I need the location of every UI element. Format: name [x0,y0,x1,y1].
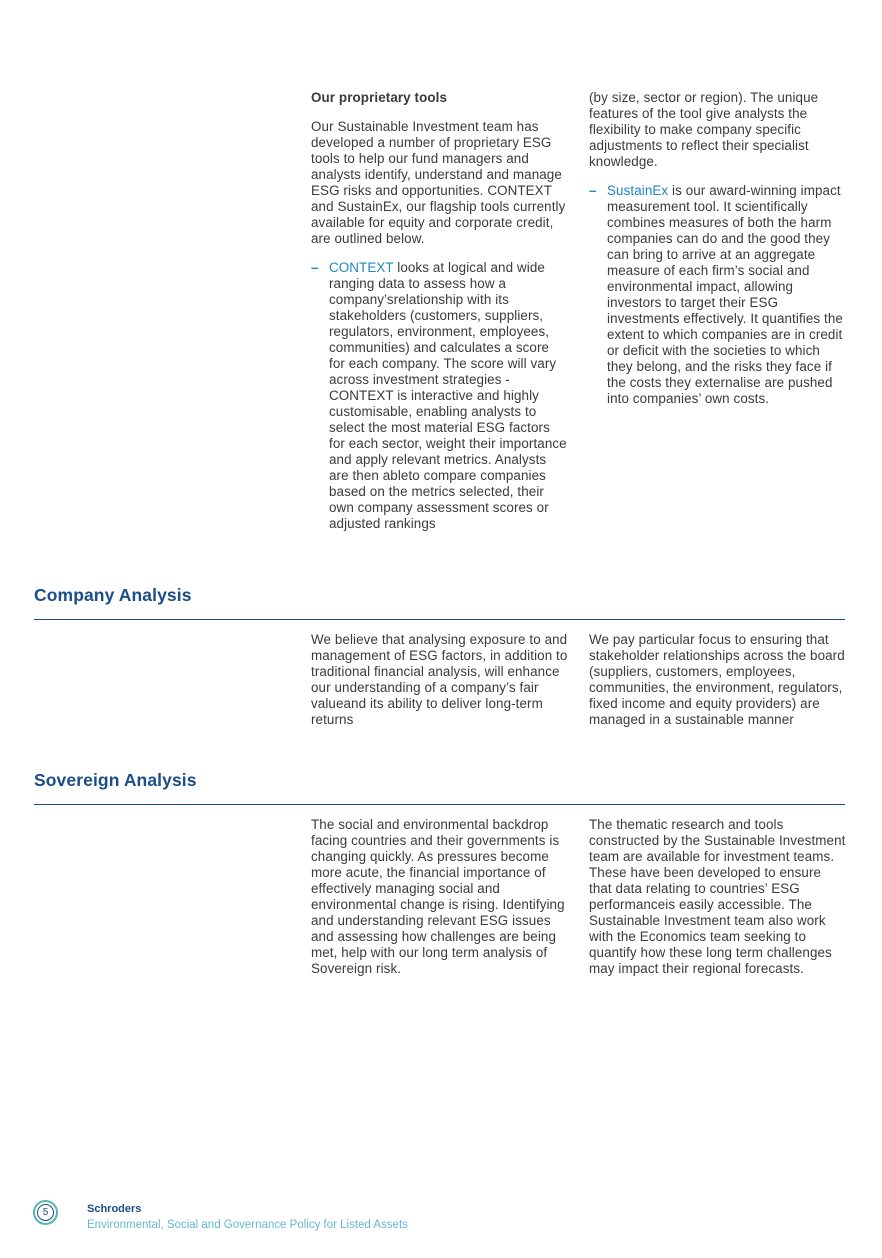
context-bullet [311,260,568,532]
sustainex-link-text[interactable]: SustainEx [607,183,669,198]
page-number: 5 [37,1204,54,1221]
context-bullet-text [329,260,568,532]
tools-continuation-paragraph: (by size, sector or region). The unique features of the tool give analysts the flexibility to make company specific adjustments to reflect their specialist knowledge. [589,90,819,169]
sustainex-bullet-body: is our award-winning impact measurement tool. It scientifically combines measures of both the harm companies can do and the good they can bring to arrive at an aggregate measure of each firm’s social and environmental impact, allowing investors to target their ESG investments effectively. It quantifies the extent to which companies are in credit or deficit with the societies to which they belong, and the risks they face if the costs they externalise are pushed into companies’ own costs. [607,183,843,406]
context-link-text[interactable]: CONTEXT [329,260,394,275]
tools-intro-paragraph: Our Sustainable Investment team has developed a number of proprietary ESG tools to help our fund managers and analysts identify, understand and manage ESG risks and opportunities. CONTEXT and SustainEx, our flagship tools currently available for equity and corporate credit, are outlined below. [311,119,566,246]
bullet-dash-icon: – [311,260,319,275]
company-right-paragraph: We pay particular focus to ensuring that stakeholder relationships across the board (suppliers, customers, employees, communities, the environment, regulators, fixed income and equity providers) are managed in a sustainable manner [589,632,845,727]
footer-document-title: Environmental, Social and Governance Policy for Listed Assets [87,1219,408,1231]
footer-brand: Schroders [87,1203,142,1215]
sovereign-section-divider [34,804,845,805]
tools-right-column [589,90,846,420]
sovereign-left-paragraph: The social and environmental backdrop facing countries and their governments is changing quickly. As pressures become more acute, the financial importance of effectively managing social and environmental change is rising. Identifying and understanding relevant ESG issues and assessing how challenges are being met, help with our long term analysis of Sovereign risk. [311,817,565,976]
context-bullet-body: looks at logical and wide ranging data to assess how a company’srelationship with its stakeholders (customers, suppliers, regulators, environment, employees, communities) and calculates a score for each company. The score will vary across investment strategies - CONTEXT is interactive and highly customisable, enabling analysts to select the most material ESG factors for each sector, weight their importance and apply relevant metrics. Analysts are then ableto compare companies based on the metrics selected, their own company assessment scores or adjusted rankings [329,260,567,531]
sustainex-bullet-text [607,183,846,407]
sovereign-analysis-heading: Sovereign Analysis [34,770,197,790]
bullet-dash-icon: – [589,183,597,198]
company-analysis-heading: Company Analysis [34,585,192,605]
page-number-badge [33,1200,58,1225]
sustainex-bullet [589,183,846,407]
tools-heading: Our proprietary tools [311,90,448,105]
sovereign-right-paragraph: The thematic research and tools constructed by the Sustainable Investment team are available for investment teams. These have been developed to ensure that data relating to countries’ ESG performanceis easily accessible. The Sustainable Investment team also work with the Economics team seeking to quantify how these long term challenges may impact their regional forecasts. [589,817,846,976]
company-left-paragraph: We believe that analysing exposure to and management of ESG factors, in addition to traditional financial analysis, will enhance our understanding of a company’s fair valueand its ability to deliver long-term returns [311,632,568,727]
company-section-divider [34,619,845,620]
tools-left-column [311,90,568,545]
